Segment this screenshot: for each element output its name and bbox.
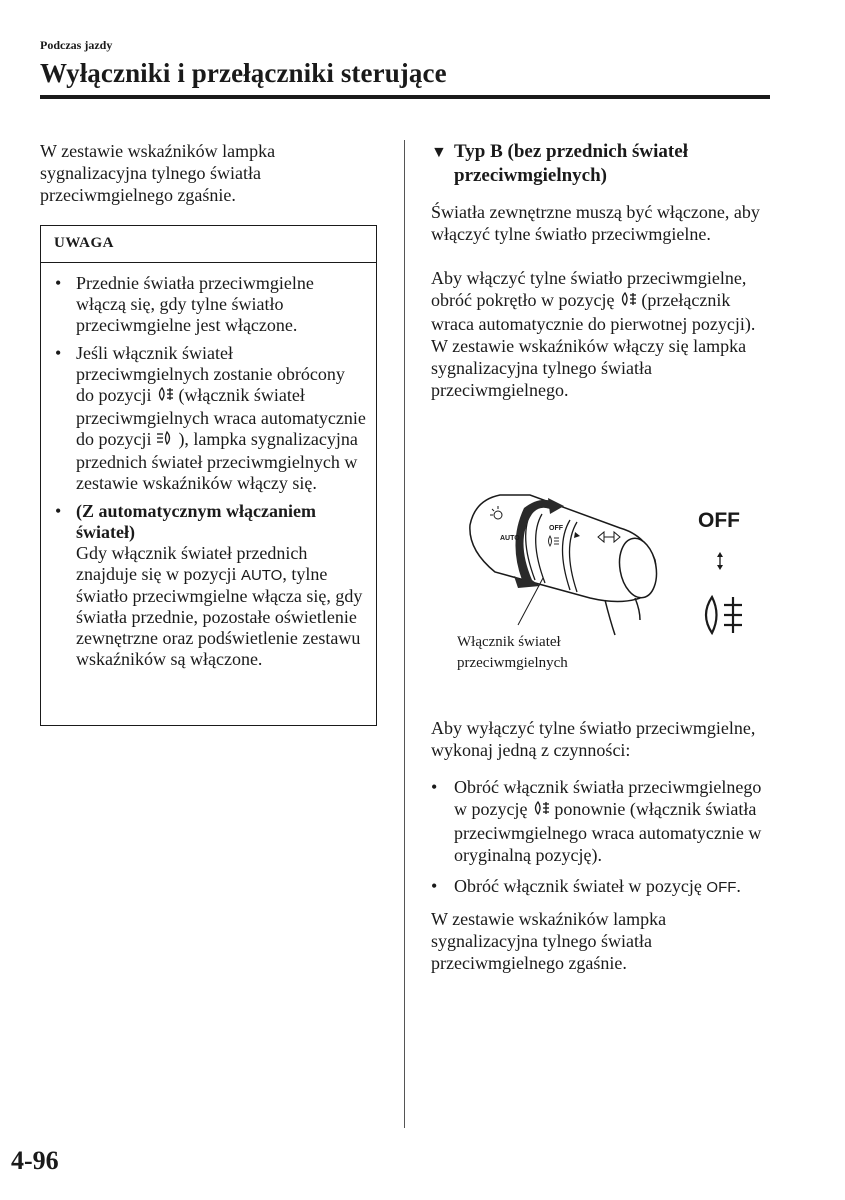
list-item: [431, 776, 776, 866]
left-column: [40, 140, 380, 206]
list-item-text: Obróć włącznik świateł w pozycję: [454, 876, 702, 896]
off-label: OFF: [706, 879, 737, 896]
note-list: [41, 263, 376, 670]
stalk-auto-label: AUTO: [500, 535, 520, 542]
page-number: 4-96: [11, 1146, 59, 1175]
note-item-text: Przednie światła przeciwmgielne włączą się, gdy tylne światło przeciwmgielne jest włączone.: [76, 273, 314, 335]
note-item: [55, 501, 366, 670]
paragraph-text: (przełącznik wraca automatycznie do pierwotnej pozycji). W zestawie wskaźników włączy się lampka sygnalizacyjna tylnego światła przeciwmgielnego.: [431, 290, 756, 400]
off-indicator-label: OFF: [698, 509, 740, 532]
note-item: [55, 343, 366, 494]
note-item-text: ), lampka sygnalizacyjna przednich świateł przeciwmgielnych w zestawie wskaźników włączy się.: [76, 429, 358, 493]
instruction-list: [431, 776, 776, 899]
paragraph: Aby wyłączyć tylne światło przeciwmgielne, wykonaj jedną z czynności:: [431, 718, 756, 760]
note-item-text: , tylne światło przeciwmgielne włącza się, gdy światła przednie, pozostałe oświetlenie zewnętrzne oraz podświetlenie zestawu wskaźników są włączone.: [76, 564, 363, 669]
column-divider: [404, 140, 405, 1128]
figure-caption: Włącznik świateł przeciwmgielnych: [457, 634, 568, 671]
triangle-marker: ▼: [431, 144, 447, 161]
bullet: •: [55, 343, 62, 363]
toggle-arrow-icon: [717, 552, 723, 570]
right-column-top: [431, 201, 776, 401]
bullet: •: [55, 273, 62, 293]
bullet: •: [55, 501, 62, 521]
page-title: Wyłączniki i przełączniki sterujące: [40, 58, 447, 88]
rear-fog-light-icon: [532, 803, 554, 819]
section-label: Podczas jazdy: [40, 38, 113, 52]
paragraph: Światła zewnętrzne muszą być włączone, aby włączyć tylne światło przeciwmgielne.: [431, 202, 760, 244]
list-item-text: ponownie (włącznik światła przeciwmgielnego wraca automatycznie w oryginalną pozycję).: [454, 799, 762, 865]
paragraph-text: Aby włączyć tylne światło przeciwmgielne, obróć pokrętło w pozycję: [431, 268, 747, 310]
intro-paragraph: W zestawie wskaźników lampka sygnalizacyjna tylnego światła przeciwmgielnego zgaśnie.: [40, 141, 276, 205]
right-column-bottom: [431, 717, 776, 974]
front-fog-light-icon: [156, 433, 178, 449]
paragraph: W zestawie wskaźników lampka sygnalizacyjna tylnego światła przeciwmgielnego zgaśnie.: [431, 909, 667, 973]
list-item-text: Obróć włącznik światła przeciwmgielnego w pozycję: [454, 777, 762, 819]
list-item: [431, 875, 776, 899]
rear-fog-light-icon: [156, 389, 178, 405]
title-rule: [40, 95, 770, 99]
bullet: •: [431, 876, 438, 896]
stalk-off-label: OFF: [549, 525, 563, 532]
list-item-text: .: [736, 876, 741, 896]
rear-fog-light-icon: [619, 294, 641, 310]
note-box: [40, 225, 377, 726]
note-heading: UWAGA: [41, 226, 376, 263]
note-item-text: Gdy włącznik świateł przednich znajduje się w pozycji: [76, 543, 308, 584]
subsection-heading-text: Typ B (bez przednich świateł przeciwmgielnych): [454, 141, 688, 186]
rear-fog-light-icon: [706, 597, 742, 633]
bullet: •: [431, 777, 438, 797]
note-item-text: (włącznik świateł przeciwmgielnych wraca automatycznie do pozycji: [76, 385, 366, 449]
note-item-bold: (Z automatycznym włączaniem świateł): [76, 501, 316, 542]
subsection-heading: [431, 140, 776, 188]
note-item-text: Jeśli włącznik świateł przeciwmgielnych zostanie obrócony do pozycji: [76, 343, 345, 405]
auto-label: AUTO: [240, 567, 283, 584]
paragraph: [431, 267, 776, 401]
note-item: [55, 273, 366, 336]
